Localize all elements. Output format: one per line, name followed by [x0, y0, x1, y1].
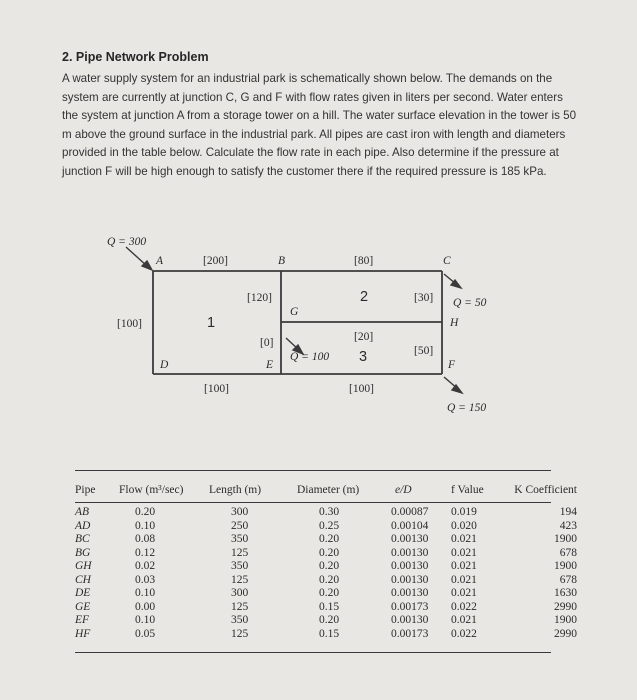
- cell-k: 2990: [554, 627, 577, 640]
- length-ge-label: [0]: [260, 337, 274, 349]
- cell-diameter: 0.15: [319, 600, 340, 613]
- length-ef-label: [100]: [349, 383, 374, 395]
- cell-diameter: 0.20: [319, 587, 340, 599]
- table-row: [75, 547, 577, 561]
- cell-pipe: CH: [75, 573, 91, 586]
- problem-statement: A water supply system for an industrial park is schematically shown below. The demands on the system are currently at junction C, G and F with flow rates given in liters per second. Water enters the system at junction A from a storage tower on a hill. The water surface elevation in the tower is 50 m above the ground surface in the industrial park. All pipes are cast iron with length and diameters provided in the table below. Calculate the flow rate in each pipe. Also determine if the pressure at junction F will be high enough to satisfy the customer there if the required pressure is 185 kPa.: [62, 72, 577, 178]
- header-pipe: Pipe: [75, 483, 96, 496]
- node-g-label: G: [290, 306, 299, 318]
- table-bottom-rule: [75, 652, 551, 653]
- cell-f: 0.021: [451, 560, 477, 572]
- cell-f: 0.019: [451, 506, 477, 518]
- cell-f: 0.021: [451, 587, 477, 599]
- cell-diameter: 0.20: [319, 560, 340, 572]
- cell-pipe: HF: [75, 627, 91, 640]
- header-f: f Value: [451, 483, 484, 496]
- cell-k: 423: [559, 519, 577, 532]
- table-row: [75, 533, 577, 547]
- cell-ed: 0.00087: [391, 506, 429, 518]
- cell-length: 350: [231, 533, 249, 545]
- cell-diameter: 0.20: [319, 546, 340, 559]
- header-k: K Coefficient: [514, 483, 577, 496]
- cell-k: 1900: [554, 560, 577, 572]
- cell-pipe: AB: [75, 506, 90, 518]
- cell-f: 0.021: [451, 614, 477, 626]
- pipe-data-table: [75, 481, 577, 641]
- table-row: [75, 614, 577, 628]
- cell-length: 350: [231, 614, 249, 626]
- loop-3-label: 3: [359, 349, 368, 365]
- cell-k: 194: [559, 506, 577, 518]
- node-e-label: E: [266, 359, 274, 371]
- cell-pipe: DE: [75, 587, 91, 599]
- cell-k: 678: [559, 546, 577, 559]
- cell-length: 125: [231, 627, 249, 640]
- cell-diameter: 0.20: [319, 533, 340, 545]
- loop-2-label: 2: [360, 289, 369, 305]
- header-flow: Flow (m³/sec): [119, 483, 184, 496]
- cell-diameter: 0.20: [319, 573, 340, 586]
- header-diameter: Diameter (m): [297, 483, 360, 496]
- table-header-row: [75, 481, 577, 498]
- table-row: [75, 628, 577, 642]
- cell-pipe: GH: [75, 560, 92, 572]
- cell-ed: 0.00130: [391, 614, 429, 626]
- node-d-label: D: [160, 359, 169, 371]
- table-top-rule: [75, 470, 551, 471]
- cell-k: 1630: [554, 587, 577, 599]
- cell-ed: 0.00173: [391, 600, 429, 613]
- node-a-label: A: [156, 255, 164, 267]
- cell-length: 125: [231, 600, 249, 613]
- cell-flow: 0.20: [135, 506, 156, 518]
- cell-flow: 0.10: [135, 614, 156, 626]
- cell-pipe: EF: [75, 614, 90, 626]
- length-bg-label: [120]: [247, 292, 272, 304]
- cell-flow: 0.08: [135, 533, 156, 545]
- header-length: Length (m): [209, 483, 262, 496]
- length-de-label: [100]: [204, 383, 229, 395]
- cell-diameter: 0.20: [319, 614, 340, 626]
- cell-ed: 0.00173: [391, 627, 429, 640]
- cell-ed: 0.00130: [391, 560, 429, 572]
- cell-diameter: 0.25: [319, 519, 340, 532]
- cell-flow: 0.02: [135, 560, 156, 572]
- cell-f: 0.020: [451, 519, 477, 532]
- cell-f: 0.021: [451, 533, 477, 545]
- cell-length: 125: [231, 573, 249, 586]
- cell-ed: 0.00130: [391, 533, 429, 545]
- cell-pipe: AD: [75, 519, 91, 532]
- cell-k: 1900: [554, 533, 577, 545]
- cell-f: 0.021: [451, 546, 477, 559]
- cell-pipe: BC: [75, 533, 90, 545]
- inflow-label: Q = 300: [107, 236, 147, 248]
- length-ab-label: [200]: [203, 255, 228, 267]
- cell-length: 250: [231, 519, 249, 532]
- node-h-label: H: [450, 317, 459, 329]
- cell-k: 1900: [554, 614, 577, 626]
- node-b-label: B: [278, 255, 286, 267]
- length-gh-label: [20]: [354, 331, 374, 343]
- cell-f: 0.022: [451, 627, 477, 640]
- length-hf-label: [50]: [414, 345, 434, 357]
- cell-ed: 0.00130: [391, 587, 429, 599]
- cell-length: 300: [231, 506, 249, 518]
- cell-ed: 0.00130: [391, 573, 429, 586]
- table-row: [75, 560, 577, 574]
- cell-ed: 0.00104: [391, 519, 429, 532]
- cell-f: 0.022: [451, 600, 477, 613]
- cell-flow: 0.10: [135, 519, 156, 532]
- cell-flow: 0.12: [135, 546, 156, 559]
- table-row: [75, 506, 577, 520]
- cell-flow: 0.10: [135, 587, 156, 599]
- inflow-arrow: [126, 247, 147, 266]
- node-f-label: F: [448, 359, 456, 371]
- cell-flow: 0.03: [135, 573, 156, 586]
- cell-diameter: 0.15: [319, 627, 340, 640]
- cell-f: 0.021: [451, 573, 477, 586]
- demand-f-label: Q = 150: [447, 402, 487, 414]
- table-row: [75, 574, 577, 588]
- table-row: [75, 520, 577, 534]
- loop-1-label: 1: [207, 315, 216, 331]
- table-row: [75, 601, 577, 615]
- cell-length: 350: [231, 560, 249, 572]
- cell-pipe: GE: [75, 600, 91, 613]
- problem-title: 2. Pipe Network Problem: [62, 50, 209, 64]
- node-c-label: C: [443, 255, 451, 267]
- demand-f-arrowhead: [452, 385, 462, 393]
- cell-ed: 0.00130: [391, 546, 429, 559]
- length-ad-label: [100]: [117, 318, 142, 330]
- cell-flow: 0.05: [135, 627, 156, 640]
- cell-length: 300: [231, 587, 249, 599]
- cell-length: 125: [231, 546, 249, 559]
- cell-diameter: 0.30: [319, 506, 340, 518]
- cell-k: 2990: [554, 600, 577, 613]
- cell-flow: 0.00: [135, 600, 156, 613]
- demand-c-label: Q = 50: [453, 297, 487, 309]
- cell-pipe: BG: [75, 546, 91, 559]
- table-row: [75, 587, 577, 601]
- length-bc-label: [80]: [354, 255, 374, 267]
- demand-g-label: Q = 100: [290, 351, 330, 363]
- length-ch-label: [30]: [414, 292, 434, 304]
- cell-k: 678: [559, 573, 577, 586]
- header-ed: e/D: [395, 483, 412, 496]
